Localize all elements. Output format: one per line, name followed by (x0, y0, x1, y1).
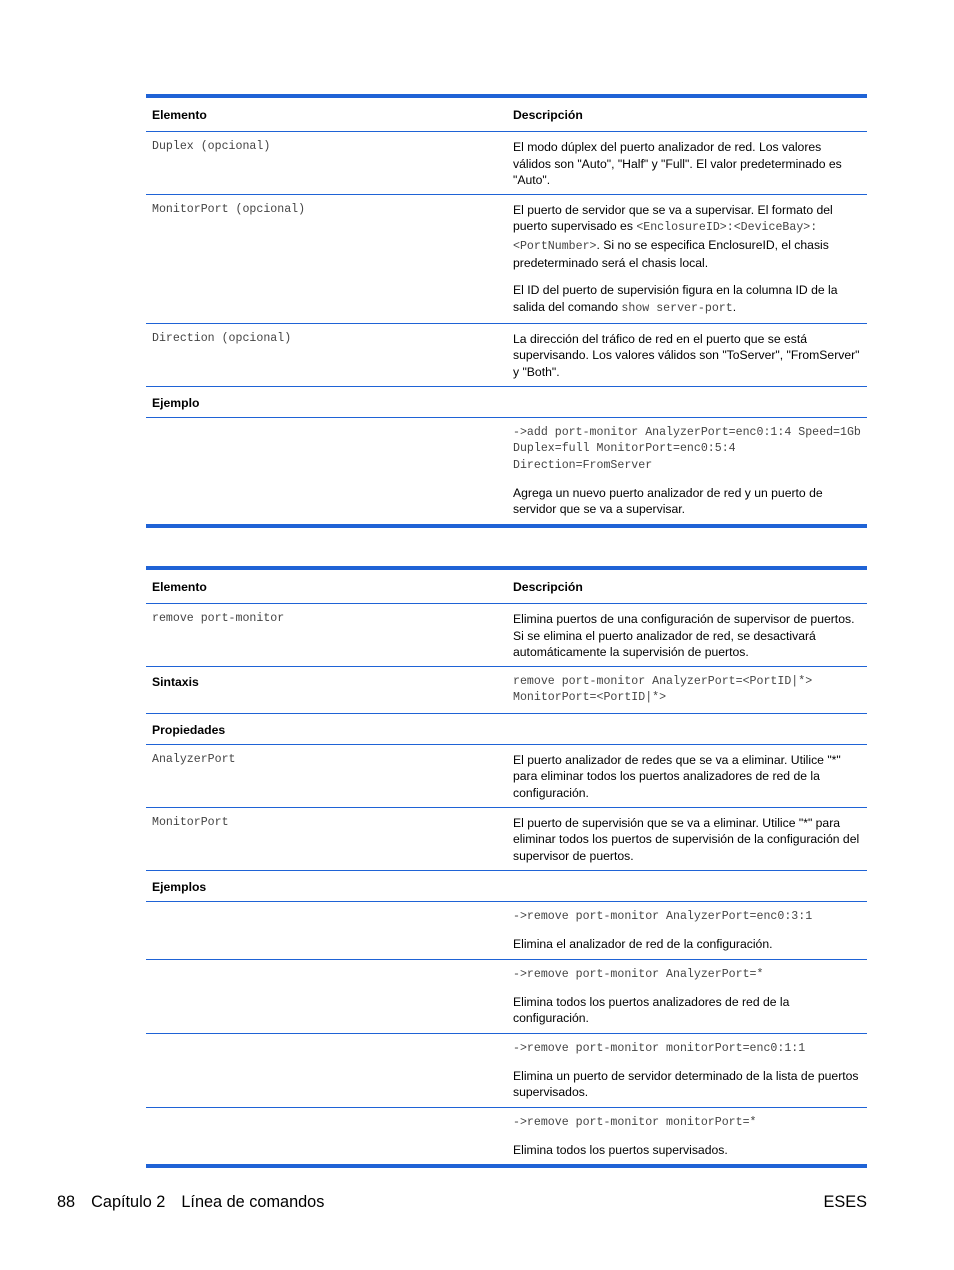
empty-cell (146, 1107, 507, 1166)
properties-table-add-port-monitor (146, 94, 867, 528)
example-description: Elimina todos los puertos supervisados. (513, 1142, 728, 1157)
desc-text: . (732, 299, 737, 314)
table-row (146, 807, 867, 870)
example-cell (507, 902, 867, 960)
example-description: Elimina el analizador de red de la configuración. (513, 937, 773, 952)
empty-cell (146, 1033, 507, 1107)
locale-code: ESES (823, 1193, 867, 1211)
section-row-propiedades (146, 713, 867, 744)
example-cell (507, 418, 867, 526)
table-header-row (146, 568, 867, 604)
property-monitorport: MonitorPort (146, 807, 507, 870)
table-row (146, 195, 867, 324)
property-description: La dirección del tráfico de red en el puerto que se está supervisando. Los valores válidos son "ToServer", "FromServer" y "Both". (507, 323, 867, 386)
example-row (146, 902, 867, 960)
section-label: Ejemplo (146, 386, 507, 417)
example-row (146, 418, 867, 526)
property-monitorport: MonitorPort (opcional) (146, 195, 507, 324)
section-label: Ejemplos (146, 870, 507, 901)
section-row-ejemplos (146, 870, 867, 901)
syntax-code: remove port-monitor AnalyzerPort=<PortID|*> MonitorPort=<PortID|*> (507, 667, 867, 714)
property-description (507, 195, 867, 324)
chapter-title: Línea de comandos (181, 1193, 325, 1211)
example-description: Elimina todos los puertos analizadores de red de la configuración. (513, 995, 790, 1026)
desc-code: show server-port (621, 301, 733, 315)
example-cell (507, 959, 867, 1033)
example-cell (507, 1107, 867, 1166)
property-direction: Direction (opcional) (146, 323, 507, 386)
property-description: El modo dúplex del puerto analizador de red. Los valores válidos son "Auto", "Half" y "Full". El valor predeterminado es "Auto". (507, 132, 867, 195)
property-analyzerport: AnalyzerPort (146, 745, 507, 808)
example-row (146, 1107, 867, 1166)
empty-cell (146, 959, 507, 1033)
section-empty (507, 713, 867, 744)
page-number: 88 (57, 1193, 76, 1211)
example-description: Agrega un nuevo puerto analizador de red y un puerto de servidor que se va a supervisar. (513, 486, 823, 517)
section-empty (507, 386, 867, 417)
example-code: ->remove port-monitor AnalyzerPort=* (513, 967, 764, 981)
empty-cell (146, 418, 507, 526)
header-elemento: Elemento (146, 568, 507, 604)
table-row (146, 604, 867, 667)
table-row (146, 132, 867, 195)
table-row (146, 323, 867, 386)
example-code: ->add port-monitor AnalyzerPort=enc0:1:4 Speed=1Gb Duplex=full MonitorPort=enc0:5:4 Direction=FromServer (513, 426, 861, 472)
example-code: ->remove port-monitor AnalyzerPort=enc0:3:1 (513, 910, 813, 924)
desc-text: El puerto de servidor que se va a supervisar. El formato del puerto supervisado es (513, 203, 833, 234)
header-descripcion: Descripción (507, 96, 867, 132)
desc-code: <EnclosureID>:<DeviceBay>:<PortNumber> (513, 221, 818, 253)
section-empty (507, 870, 867, 901)
property-duplex: Duplex (opcional) (146, 132, 507, 195)
table-row (146, 745, 867, 808)
properties-table-remove-port-monitor (146, 566, 867, 1168)
property-description: El puerto de supervisión que se va a eliminar. Utilice "*" para eliminar todos los puertos de supervisión de la configuración del supervisor de puertos. (507, 807, 867, 870)
desc-text: El ID del puerto de supervisión figura en la columna ID de la salida del comando (513, 283, 838, 314)
desc-text: . Si no se especifica EnclosureID, el chasis predeterminado será el chasis local. (513, 237, 829, 271)
syntax-label: Sintaxis (146, 667, 507, 714)
table-header-row (146, 96, 867, 132)
table-row (146, 667, 867, 714)
empty-cell (146, 902, 507, 960)
example-code: ->remove port-monitor monitorPort=* (513, 1115, 757, 1129)
header-elemento: Elemento (146, 96, 507, 132)
chapter-label: Capítulo 2 (91, 1193, 166, 1211)
section-row-ejemplo (146, 386, 867, 417)
example-row (146, 959, 867, 1033)
command-description: Elimina puertos de una configuración de supervisor de puertos. Si se elimina el puerto analizador de red, se desactivará automáticamente la supervisión de puertos. (507, 604, 867, 667)
example-row (146, 1033, 867, 1107)
example-description: Elimina un puerto de servidor determinado de la lista de puertos supervisados. (513, 1068, 859, 1100)
example-cell (507, 1033, 867, 1107)
example-code: ->remove port-monitor monitorPort=enc0:1:1 (513, 1041, 806, 1055)
command-name: remove port-monitor (146, 604, 507, 667)
header-descripcion: Descripción (507, 568, 867, 604)
page-footer (57, 1192, 867, 1212)
property-description: El puerto analizador de redes que se va a eliminar. Utilice "*" para eliminar todos los puertos analizadores de red de la configuración. (507, 745, 867, 808)
section-label: Propiedades (146, 713, 507, 744)
